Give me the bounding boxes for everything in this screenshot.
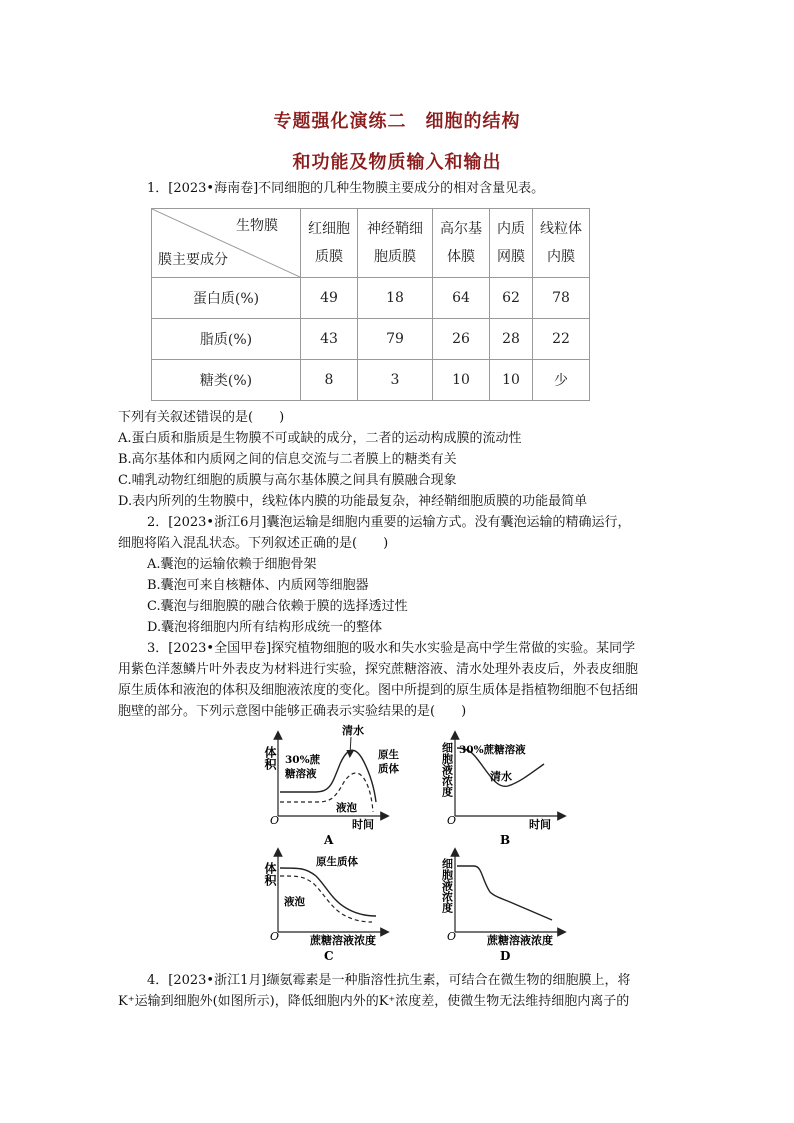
column-header: 神经鞘细 胞质膜 bbox=[358, 209, 433, 278]
q1-option-a[interactable]: A.蛋白质和脂质是生物膜不可或缺的成分，二者的运动构成膜的流动性 bbox=[118, 431, 522, 446]
q3-stem-line2: 用紫色洋葱鳞片叶外表皮为材料进行实验，探究蔗糖溶液、清水处理外表皮后，外表皮细胞 bbox=[118, 662, 639, 677]
graph-a-water-label: 清水 bbox=[342, 724, 364, 737]
q1-option-d[interactable]: D.表内所列的生物膜中，线粒体内膜的功能最复杂，神经鞘细胞质膜的功能最简单 bbox=[118, 494, 588, 509]
table-cell: 62 bbox=[490, 278, 533, 319]
column-header: 内质 网膜 bbox=[490, 209, 533, 278]
graph-b-xlabel: 时间 bbox=[529, 818, 551, 831]
table-cell: 64 bbox=[433, 278, 490, 319]
graph-b-ylabel: 细胞液浓度 bbox=[440, 742, 454, 797]
graph-a-proto-label: 原生 bbox=[378, 749, 399, 761]
table-cell: 少 bbox=[533, 360, 590, 401]
graph-d-xlabel: 蔗糖溶液浓度 bbox=[487, 934, 553, 947]
graph-c-xlabel: 蔗糖溶液浓度 bbox=[310, 934, 376, 947]
graph-a-origin: O bbox=[270, 814, 280, 827]
q3-stem-line4: 胞壁的部分。下列示意图中能够正确表示实验结果的是( ) bbox=[118, 704, 467, 719]
column-header: 线粒体 内膜 bbox=[533, 209, 590, 278]
q2-stem-line1: 2．[2023•浙江6月]囊泡运输是细胞内重要的运输方式。没有囊泡运输的精确运行， bbox=[147, 515, 631, 530]
graph-b-sucrose-label: 30%蔗糖溶液 bbox=[459, 744, 526, 756]
table-cell: 79 bbox=[358, 319, 433, 360]
table-row bbox=[152, 360, 590, 401]
graph-c-proto-label: 原生质体 bbox=[316, 856, 358, 868]
graph-d-origin: O bbox=[447, 930, 457, 943]
graph-b bbox=[441, 735, 563, 847]
page-title: 专题强化演练二 细胞的结构 bbox=[273, 111, 521, 132]
table-cell: 28 bbox=[490, 319, 533, 360]
table-row bbox=[152, 319, 590, 360]
graph-a-sucrose-label-2: 糖溶液 bbox=[285, 768, 317, 780]
q1-prompt: 下列有关叙述错误的是( ) bbox=[118, 410, 285, 425]
row-label: 糖类(%) bbox=[152, 360, 301, 401]
q2-option-d[interactable]: D.囊泡将细胞内所有结构形成统一的整体 bbox=[147, 620, 383, 635]
q4-stem-line1: 4．[2023•浙江1月]缬氨霉素是一种脂溶性抗生素，可结合在微生物的细胞膜上，将 bbox=[147, 973, 631, 988]
table-cell: 10 bbox=[433, 360, 490, 401]
graph-a-vacuole-label: 液泡 bbox=[336, 802, 357, 814]
graph-a-letter: A bbox=[324, 833, 334, 847]
table-cell: 3 bbox=[358, 360, 433, 401]
graph-b-letter: B bbox=[500, 833, 511, 847]
graph-a bbox=[263, 723, 399, 847]
table-cell: 18 bbox=[358, 278, 433, 319]
q1-option-b[interactable]: B.高尔基体和内质网之间的信息交流与二者膜上的糖类有关 bbox=[118, 452, 457, 467]
graph-c-letter: C bbox=[324, 949, 334, 963]
corner-bottom-label: 膜主要成分 bbox=[158, 252, 228, 268]
graph-a-proto-label-2: 质体 bbox=[378, 763, 399, 775]
column-header: 高尔基 体膜 bbox=[433, 209, 490, 278]
graph-c-vacuole-label: 液泡 bbox=[284, 896, 305, 908]
graph-d-ylabel: 细胞液浓度 bbox=[440, 858, 454, 913]
q2-option-c[interactable]: C.囊泡与细胞膜的融合依赖于膜的选择透过性 bbox=[147, 599, 408, 614]
graph-c-origin: O bbox=[270, 930, 280, 943]
graph-c-ylabel: 体积 bbox=[263, 862, 277, 886]
q1-option-c[interactable]: C.哺乳动物红细胞的质膜与高尔基体膜之间具有膜融合现象 bbox=[118, 473, 457, 488]
row-label: 脂质(%) bbox=[152, 319, 301, 360]
graph-d bbox=[441, 852, 563, 963]
table-cell: 26 bbox=[433, 319, 490, 360]
q2-stem-line2: 细胞将陷入混乱状态。下列叙述正确的是( ) bbox=[118, 536, 389, 551]
q4-stem-line2: K⁺运输到细胞外(如图所示)，降低细胞内外的K⁺浓度差，使微生物无法维持细胞内离子的 bbox=[118, 994, 630, 1009]
graph-c bbox=[263, 852, 385, 963]
graph-d-letter: D bbox=[500, 949, 511, 963]
corner-top-label: 生物膜 bbox=[236, 218, 278, 234]
table-cell: 8 bbox=[301, 360, 358, 401]
graph-b-water-label: 清水 bbox=[490, 770, 512, 783]
table-cell: 78 bbox=[533, 278, 590, 319]
table-corner-cell bbox=[152, 209, 301, 278]
table-row bbox=[152, 278, 590, 319]
table-cell: 49 bbox=[301, 278, 358, 319]
q3-stem-line3: 原生质体和液泡的体积及细胞液浓度的变化。图中所提到的原生质体是指植物细胞不包括细 bbox=[118, 683, 639, 698]
graph-a-ylabel: 体积 bbox=[263, 746, 277, 770]
row-label: 蛋白质(%) bbox=[152, 278, 301, 319]
q3-stem-line1: 3．[2023•全国甲卷]探究植物细胞的吸水和失水实验是高中学生常做的实验。某同学 bbox=[147, 641, 636, 656]
q2-option-b[interactable]: B.囊泡可来自核糖体、内质网等细胞器 bbox=[147, 578, 369, 593]
table-cell: 22 bbox=[533, 319, 590, 360]
q3-graphs bbox=[0, 720, 794, 970]
column-header: 红细胞 质膜 bbox=[301, 209, 358, 278]
graph-b-origin: O bbox=[447, 814, 457, 827]
graph-a-xlabel: 时间 bbox=[352, 818, 374, 831]
q1-stem: 1．[2023•海南卷]不同细胞的几种生物膜主要成分的相对含量见表。 bbox=[147, 181, 545, 196]
graph-a-sucrose-label: 30%蔗 bbox=[285, 754, 321, 766]
membrane-composition-table bbox=[151, 208, 590, 401]
page-subtitle: 和功能及物质输入和输出 bbox=[292, 152, 502, 173]
q2-option-a[interactable]: A.囊泡的运输依赖于细胞骨架 bbox=[147, 557, 317, 572]
table-cell: 10 bbox=[490, 360, 533, 401]
table-cell: 43 bbox=[301, 319, 358, 360]
